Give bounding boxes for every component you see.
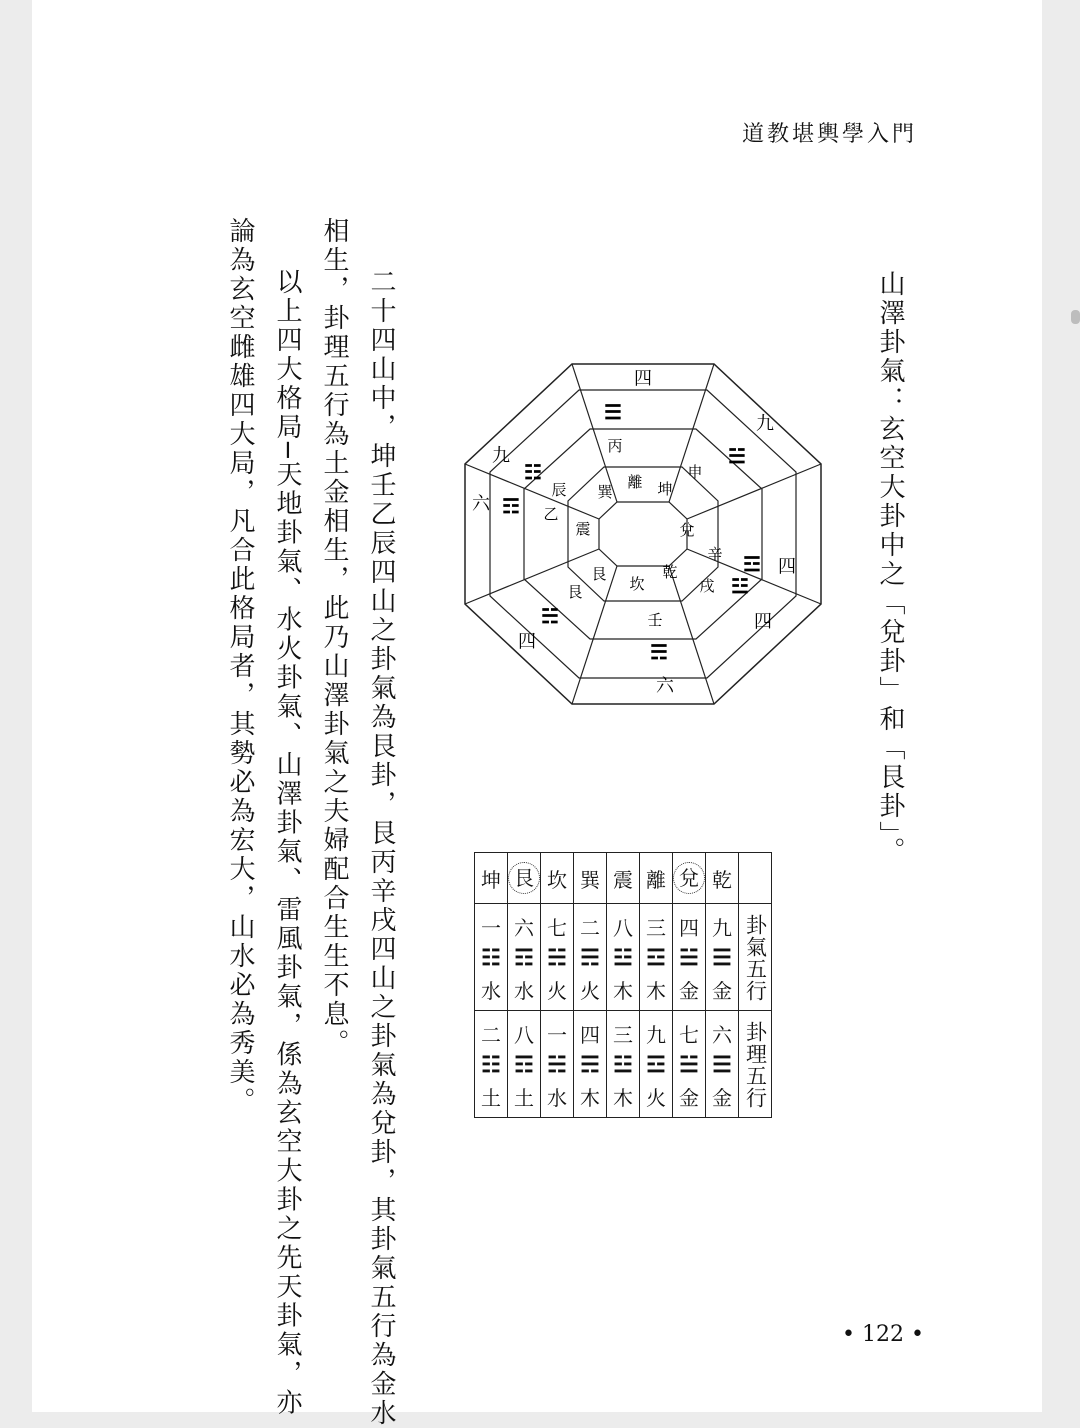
- mountain-xin: 辛: [707, 545, 723, 563]
- table-cell-element: 土: [481, 1086, 501, 1110]
- table-cell: [706, 1011, 739, 1118]
- table-cell-trigram: ☷: [481, 1052, 501, 1078]
- table-cell-element: 金: [712, 979, 732, 1003]
- mountain-bing: 丙: [607, 437, 623, 455]
- table-header-cell: [706, 853, 739, 904]
- inner-li: 離: [627, 473, 643, 491]
- table-cell-number: 三: [613, 1023, 633, 1047]
- table-cell-number: 一: [547, 1023, 567, 1047]
- body-column-3: 以上四大格局─天地卦氣、水火卦氣、山澤卦氣、雷風卦氣，係為玄空大卦之先天卦氣，亦: [272, 268, 302, 1418]
- outer-number-s: 四: [634, 368, 652, 390]
- table-cell-number: 八: [514, 1023, 534, 1047]
- table-cell-trigram: ☱: [679, 945, 699, 971]
- table-cell-trigram: ☷: [481, 945, 501, 971]
- table-cell-element: 木: [613, 1086, 633, 1110]
- mountain-yi: 乙: [543, 505, 559, 523]
- trigram-qian: ☰: [604, 400, 622, 424]
- table-cell-number: 三: [646, 916, 666, 940]
- inner-xun: 巽: [597, 483, 613, 501]
- trigram-kun: ☷: [524, 460, 542, 484]
- scrollbar-thumb[interactable]: [1071, 310, 1080, 324]
- table-cell: [508, 1011, 541, 1118]
- table-header-cell: [607, 853, 640, 904]
- table-cell: [475, 904, 508, 1011]
- table-cell-element: 木: [646, 979, 666, 1003]
- table-cell-trigram: ☲: [646, 945, 666, 971]
- table-cell-trigram: ☴: [580, 945, 600, 971]
- table-header-label: 坎: [547, 867, 567, 892]
- table-cell: [640, 904, 673, 1011]
- trigram-dui: ☱: [728, 444, 746, 468]
- table-cell: [607, 904, 640, 1011]
- table-cell-trigram: ☱: [679, 1052, 699, 1078]
- table-cell-number: 九: [646, 1023, 666, 1047]
- table-cell: [541, 904, 574, 1011]
- inner-gen: 艮: [591, 565, 607, 583]
- table-cell-element: 金: [679, 1086, 699, 1110]
- table-cell-number: 八: [613, 916, 633, 940]
- trigram-kan: ☵: [541, 604, 559, 628]
- table-row-qi: [475, 904, 772, 1011]
- table-cell: [508, 904, 541, 1011]
- table-cell-number: 四: [580, 1023, 600, 1047]
- table-header-cell: [508, 853, 541, 904]
- outer-number-sw: 九: [756, 413, 774, 435]
- table-header-cell: [574, 853, 607, 904]
- table-header-cell: [475, 853, 508, 904]
- mountain-chen: 辰: [551, 481, 567, 499]
- table-header-cell: [673, 853, 706, 904]
- table-cell: [574, 904, 607, 1011]
- table-cell-number: 六: [514, 916, 534, 940]
- table-cell-number: 二: [580, 916, 600, 940]
- trigram-gen: ☶: [502, 494, 520, 518]
- table-cell-number: 六: [712, 1023, 732, 1047]
- table-cell-element: 金: [712, 1086, 732, 1110]
- running-head: 道教堪輿學入門: [742, 122, 918, 147]
- inner-kan: 坎: [629, 575, 645, 593]
- table-header-label: 乾: [712, 867, 732, 892]
- table-cell-element: 土: [514, 1086, 534, 1110]
- table-row-label: 卦理五行: [743, 1021, 768, 1109]
- trigram-table: [474, 852, 772, 1118]
- table-cell-element: 水: [514, 979, 534, 1003]
- table-cell-number: 九: [712, 916, 732, 940]
- table-cell: [607, 1011, 640, 1118]
- table-header-label: 巽: [580, 867, 600, 892]
- table-cell-element: 水: [481, 979, 501, 1003]
- body-column-4: 論為玄空雌雄四大局，凡合此格局者，其勢必為宏大，山水必為秀美。: [225, 217, 255, 1116]
- table-cell-trigram: ☳: [613, 1052, 633, 1078]
- outer-number-n: 六: [656, 675, 674, 697]
- table-cell-trigram: ☴: [580, 1052, 600, 1078]
- trigram-xun: ☴: [650, 640, 668, 664]
- table-cell-element: 木: [613, 979, 633, 1003]
- inner-qian: 乾: [662, 563, 678, 581]
- bagua-diagram: [465, 364, 821, 704]
- caption: 山澤卦氣：玄空大卦中之「兌卦」和「艮卦」。: [875, 270, 905, 866]
- table-header-label: 震: [613, 867, 633, 892]
- outer-number-se: 九: [492, 445, 510, 467]
- table-row-label-cell: [739, 1011, 772, 1118]
- table-cell: [541, 1011, 574, 1118]
- table-cell-element: 金: [679, 979, 699, 1003]
- table-header-label: 艮: [508, 862, 540, 894]
- octagon-center: [599, 502, 687, 566]
- table-row-label: 卦氣五行: [743, 914, 768, 1002]
- table-cell-trigram: ☰: [712, 1052, 732, 1078]
- table-cell-trigram: ☵: [547, 945, 567, 971]
- table-row-li: [475, 1011, 772, 1118]
- octagon-ring-2: [524, 429, 762, 639]
- table-cell: [673, 904, 706, 1011]
- table-cell-trigram: ☳: [613, 945, 633, 971]
- body-column-2: 相生，卦理五行為土金相生，此乃山澤卦氣之夫婦配合生生不息。: [319, 217, 349, 1058]
- outer-number-ne: 四: [518, 631, 536, 653]
- table-cell: [640, 1011, 673, 1118]
- table-header-label: 兌: [673, 862, 705, 894]
- table-row-label-cell: [739, 904, 772, 1011]
- book-page: [32, 0, 1042, 1428]
- trigram-zhen: ☳: [731, 574, 749, 598]
- table-cell-trigram: ☶: [514, 1052, 534, 1078]
- table-cell-number: 四: [679, 916, 699, 940]
- table-cell-trigram: ☰: [712, 945, 732, 971]
- table-cell-trigram: ☵: [547, 1052, 567, 1078]
- table-cell: [706, 904, 739, 1011]
- table-header-label: 離: [646, 867, 666, 892]
- table-cell-number: 七: [679, 1023, 699, 1047]
- outer-number-nw: 四: [754, 611, 772, 633]
- mountain-xu: 戌: [699, 577, 715, 595]
- table-cell: [475, 1011, 508, 1118]
- table-cell-element: 火: [547, 979, 567, 1003]
- mountain-shen: 申: [687, 463, 703, 481]
- outer-number-w: 四: [778, 556, 796, 578]
- table-cell-element: 火: [646, 1086, 666, 1110]
- table-cell-number: 二: [481, 1023, 501, 1047]
- page-number: • 122 •: [842, 1322, 924, 1347]
- table-cell-trigram: ☲: [646, 1052, 666, 1078]
- inner-zhen: 震: [575, 520, 591, 538]
- table-header-cell: [541, 853, 574, 904]
- inner-kun: 坤: [657, 480, 673, 498]
- table-cell: [574, 1011, 607, 1118]
- body-column-1: 二十四山中，坤壬乙辰四山之卦氣為艮卦，艮丙辛戌四山之卦氣為兌卦，其卦氣五行為金水: [366, 268, 396, 1428]
- mountain-ren: 壬: [647, 611, 663, 629]
- trigram-li: ☲: [743, 552, 761, 576]
- table-header-cell: [640, 853, 673, 904]
- table-cell-trigram: ☶: [514, 945, 534, 971]
- table-header-label: 坤: [481, 867, 501, 892]
- mountain-gen: 艮: [567, 583, 583, 601]
- outer-number-e: 六: [472, 493, 490, 515]
- table-cell-element: 水: [547, 1086, 567, 1110]
- table-cell-number: 一: [481, 916, 501, 940]
- table-cell-number: 七: [547, 916, 567, 940]
- table-header-row: [475, 853, 772, 904]
- table-header-blank: [739, 853, 772, 904]
- inner-dui: 兌: [679, 521, 695, 539]
- table-cell: [673, 1011, 706, 1118]
- table-cell-element: 火: [580, 979, 600, 1003]
- table-cell-element: 木: [580, 1086, 600, 1110]
